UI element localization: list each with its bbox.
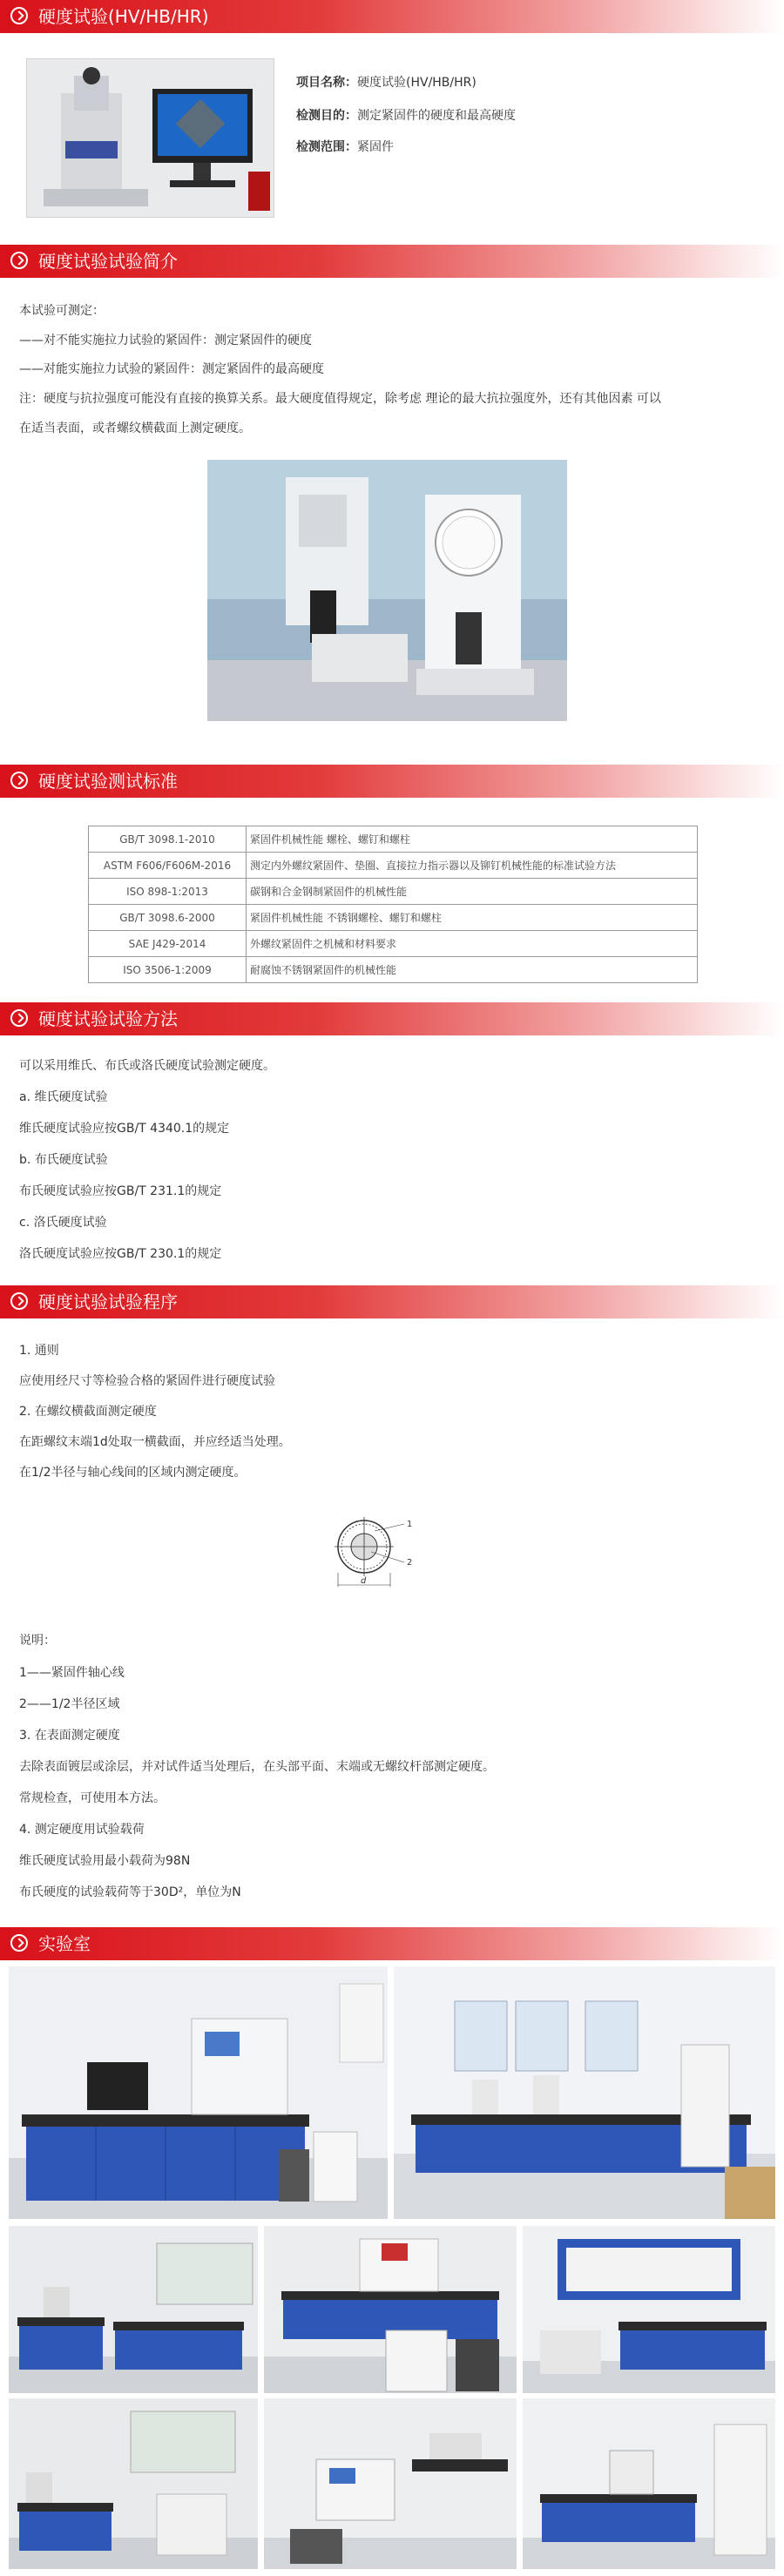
method-line: 布氏硬度试验应按GB/T 231.1的规定 <box>19 1184 222 1198</box>
procedure-line: 1. 通则 <box>19 1344 59 1358</box>
section-bar-lab: 实验室 <box>0 1927 784 1960</box>
chevron-right-icon <box>10 1934 28 1952</box>
chevron-right-icon <box>10 1009 28 1027</box>
standard-name: 外螺纹紧固件之机械和材料要求 <box>247 931 698 957</box>
section-bar-title <box>0 0 784 33</box>
table-row <box>89 957 698 983</box>
method-line: 维氏硬度试验应按GB/T 4340.1的规定 <box>19 1122 230 1136</box>
procedure-line: 2——1/2半径区域 <box>19 1697 120 1711</box>
standard-code: SAE J429-2014 <box>89 931 247 957</box>
lab-photo <box>394 1966 775 2219</box>
section-bar-intro: 硬度试验试验简介 <box>0 245 784 278</box>
procedure-line: 2. 在螺纹横截面测定硬度 <box>19 1405 157 1419</box>
method-line: b. 布氏硬度试验 <box>19 1153 108 1167</box>
lab-photo <box>264 2226 517 2393</box>
intro-line: ——对能实施拉力试验的紧固件：测定紧固件的最高硬度 <box>19 362 324 376</box>
chevron-right-icon <box>10 1292 28 1310</box>
procedure-line: 常规检查，可使用本方法。 <box>19 1791 166 1805</box>
procedure-line: 3. 在表面测定硬度 <box>19 1729 120 1743</box>
standard-name: 耐腐蚀不锈钢紧固件的机械性能 <box>247 957 698 983</box>
lab-photo <box>9 2398 258 2569</box>
procedure-line: 在距螺纹末端1d处取一横截面，并应经适当处理。 <box>19 1435 291 1449</box>
method-line: 可以采用维氏、布氏或洛氏硬度试验测定硬度。 <box>19 1059 275 1073</box>
standard-code: ISO 3506-1:2009 <box>89 957 247 983</box>
section-bar-procedure: 硬度试验试验程序 <box>0 1285 784 1318</box>
standard-code: GB/T 3098.1-2010 <box>89 826 247 853</box>
method-line: 洛氏硬度试验应按GB/T 230.1的规定 <box>19 1247 222 1261</box>
hardness-tester-photo <box>26 58 274 218</box>
table-row <box>89 826 698 853</box>
table-row <box>89 879 698 905</box>
chevron-right-icon <box>10 252 28 269</box>
chevron-right-icon <box>10 772 28 789</box>
procedure-line: 应使用经尺寸等检验合格的紧固件进行硬度试验 <box>19 1374 275 1388</box>
rockwell-tester-photo <box>207 460 567 721</box>
figure-label-1: 1 <box>407 1520 413 1529</box>
intro-line: 在适当表面，或者螺纹横截面上测定硬度。 <box>19 421 251 435</box>
figure-label-2: 2 <box>407 1558 413 1568</box>
procedure-line: 去除表面镀层或涂层，并对试件适当处理后，在头部平面、末端或无螺纹杆部测定硬度。 <box>19 1760 495 1774</box>
table-row <box>89 905 698 931</box>
standard-name: 紧固件机械性能 螺栓、螺钉和螺柱 <box>247 826 698 853</box>
procedure-line: 说明： <box>19 1634 56 1648</box>
figure-label-d: d <box>361 1576 367 1586</box>
standards-table <box>88 826 698 983</box>
intro-line: 注：硬度与抗拉强度可能没有直接的换算关系。最大硬度值得规定，除考虑 理论的最大抗拉强度外，还有其他因素 可以 <box>19 392 661 406</box>
intro-line: ——对不能实施拉力试验的紧固件：测定紧固件的硬度 <box>19 334 312 347</box>
section-bar-methods: 硬度试验试验方法 <box>0 1002 784 1035</box>
lab-photo <box>523 2398 775 2569</box>
standard-code: ASTM F606/F606M-2016 <box>89 853 247 879</box>
project-purpose: 检测目的：测定紧固件的硬度和最高硬度 <box>296 109 516 123</box>
standard-code: ISO 898-1:2013 <box>89 879 247 905</box>
table-row <box>89 931 698 957</box>
thread-cross-section-figure <box>331 1514 436 1597</box>
section-title: 硬度试验(HV/HB/HR) <box>38 6 209 27</box>
section-bar-standards: 硬度试验测试标准 <box>0 765 784 798</box>
procedure-line: 在1/2半径与轴心线间的区域内测定硬度。 <box>19 1466 247 1480</box>
procedure-line: 维氏硬度试验用最小载荷为98N <box>19 1854 191 1868</box>
method-line: c. 洛氏硬度试验 <box>19 1216 107 1230</box>
lab-photo <box>523 2226 775 2393</box>
standard-name: 碳钢和合金钢制紧固件的机械性能 <box>247 879 698 905</box>
lab-photo <box>9 2226 258 2393</box>
lab-photo <box>264 2398 517 2569</box>
intro-line: 本试验可测定： <box>19 304 105 318</box>
standard-code: GB/T 3098.6-2000 <box>89 905 247 931</box>
procedure-line: 4. 测定硬度用试验载荷 <box>19 1823 145 1837</box>
project-scope: 检测范围：紧固件 <box>296 140 394 154</box>
lab-photo <box>9 1966 388 2219</box>
project-name: 项目名称：硬度试验(HV/HB/HR) <box>296 76 476 90</box>
procedure-line: 布氏硬度的试验载荷等于30D²，单位为N <box>19 1885 241 1899</box>
standard-name: 测定内外螺纹紧固件、垫圈、直接拉力指示器以及铆钉机械性能的标准试验方法 <box>247 853 698 879</box>
standard-name: 紧固件机械性能 不锈钢螺栓、螺钉和螺柱 <box>247 905 698 931</box>
method-line: a. 维氏硬度试验 <box>19 1090 108 1104</box>
chevron-right-icon <box>10 7 28 24</box>
table-row <box>89 853 698 879</box>
procedure-line: 1——紧固件轴心线 <box>19 1666 125 1680</box>
